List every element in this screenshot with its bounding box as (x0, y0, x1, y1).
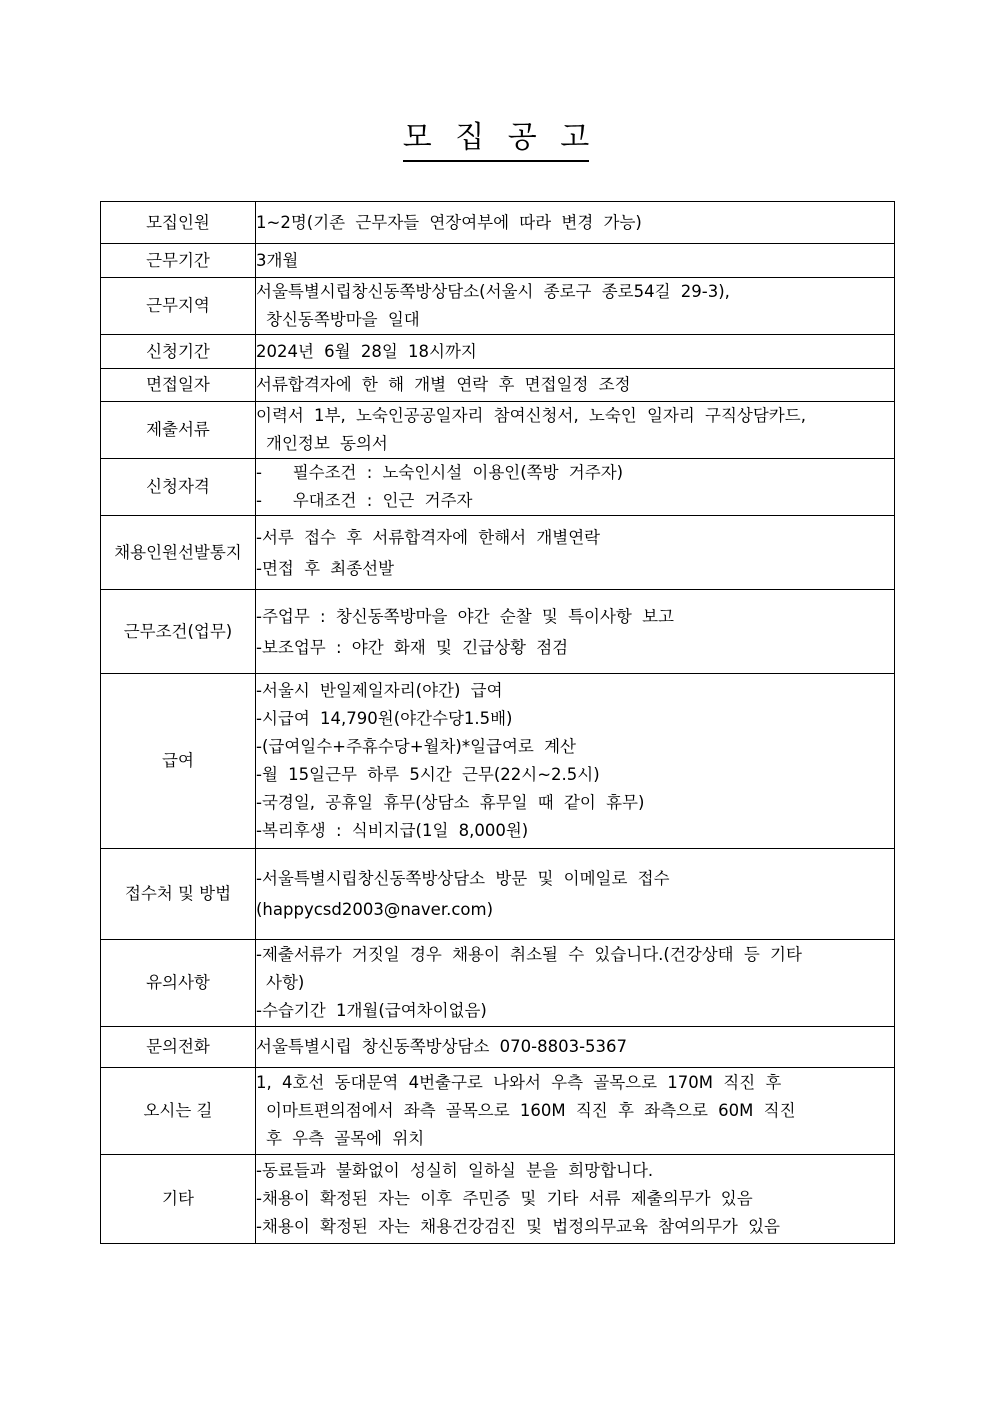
label-work-period: 근무기간 (101, 244, 256, 278)
row-application-period (101, 335, 895, 369)
value-work-area: 서울특별시립창신동쪽방상담소(서울시 종로구 종로54길 29-3), 창신동쪽방마을 일대 (256, 278, 895, 335)
label-interview-date: 면접일자 (101, 369, 256, 402)
row-directions (101, 1068, 895, 1155)
value-interview-date: 서류합격자에 한 해 개별 연락 후 면접일정 조정 (256, 369, 895, 402)
page-title (0, 118, 992, 162)
row-work-conditions (101, 590, 895, 674)
row-submission (101, 849, 895, 940)
value-selection-notice: -서루 접수 후 서류합격자에 한해서 개별연락 -면접 후 최종선발 (256, 516, 895, 590)
label-etc: 기타 (101, 1155, 256, 1244)
label-application-period: 신청기간 (101, 335, 256, 369)
label-selection-notice: 채용인원선발통지 (101, 516, 256, 590)
label-recruit-count: 모집인원 (101, 202, 256, 244)
value-etc: -동료들과 불화없이 성실히 일하실 분을 희망합니다. -채용이 확정된 자는 이후 주민증 및 기타 서류 제출의무가 있음 -채용이 확정된 자는 채용건강검진 및 법정의무교육 참여의무가 있음 (256, 1155, 895, 1244)
label-contact-phone: 문의전화 (101, 1027, 256, 1068)
value-application-period: 2024년 6월 28일 18시까지 (256, 335, 895, 369)
recruitment-table (100, 201, 895, 1244)
value-documents: 이력서 1부, 노숙인공공일자리 참여신청서, 노숙인 일자리 구직상담카드, 개인정보 동의서 (256, 402, 895, 459)
value-submission: -서울특별시립창신동쪽방상담소 방문 및 이메일로 접수 (happycsd2003@naver.com) (256, 849, 895, 940)
value-work-period: 3개월 (256, 244, 895, 278)
label-work-area: 근무지역 (101, 278, 256, 335)
row-work-area (101, 278, 895, 335)
row-contact-phone (101, 1027, 895, 1068)
value-recruit-count: 1~2명(기존 근무자들 연장여부에 따라 변경 가능) (256, 202, 895, 244)
row-notes (101, 940, 895, 1027)
row-etc (101, 1155, 895, 1244)
value-notes: -제출서류가 거짓일 경우 채용이 취소될 수 있습니다.(건강상태 등 기타 사항) -수습기간 1개월(급여차이없음) (256, 940, 895, 1027)
row-documents (101, 402, 895, 459)
label-work-conditions: 근무조건(업무) (101, 590, 256, 674)
row-recruit-count (101, 202, 895, 244)
value-directions: 1, 4호선 동대문역 4번출구로 나와서 우측 골목으로 170M 직진 후 이마트편의점에서 좌측 골목으로 160M 직진 후 좌측으로 60M 직진 후 우측 골목에 위치 (256, 1068, 895, 1155)
label-documents: 제출서류 (101, 402, 256, 459)
row-interview-date (101, 369, 895, 402)
value-work-conditions: -주업무 : 창신동쪽방마을 야간 순찰 및 특이사항 보고 -보조업무 : 야간 화재 및 긴급상황 점검 (256, 590, 895, 674)
label-submission: 접수처 및 방법 (101, 849, 256, 940)
page-title-text: 모 집 공 고 (403, 118, 590, 162)
label-notes: 유의사항 (101, 940, 256, 1027)
label-qualification: 신청자격 (101, 459, 256, 516)
value-salary: -서울시 반일제일자리(야간) 급여 -시급여 14,790원(야간수당1.5배) -(급여일수+주휴수당+월차)*일급여로 계산 -월 15일근무 하루 5시간 근무(22시~2.5시) -국경일, 공휴일 휴무(상담소 휴무일 때 같이 휴무) -복리후생 : 식비지급(1일 8,000원) (256, 674, 895, 849)
row-selection-notice (101, 516, 895, 590)
row-qualification (101, 459, 895, 516)
row-work-period (101, 244, 895, 278)
value-qualification: - 필수조건 : 노숙인시설 이용인(쪽방 거주자) - 우대조건 : 인근 거주자 (256, 459, 895, 516)
value-contact-phone: 서울특별시립 창신동쪽방상담소 070-8803-5367 (256, 1027, 895, 1068)
label-directions: 오시는 길 (101, 1068, 256, 1155)
label-salary: 급여 (101, 674, 256, 849)
row-salary (101, 674, 895, 849)
